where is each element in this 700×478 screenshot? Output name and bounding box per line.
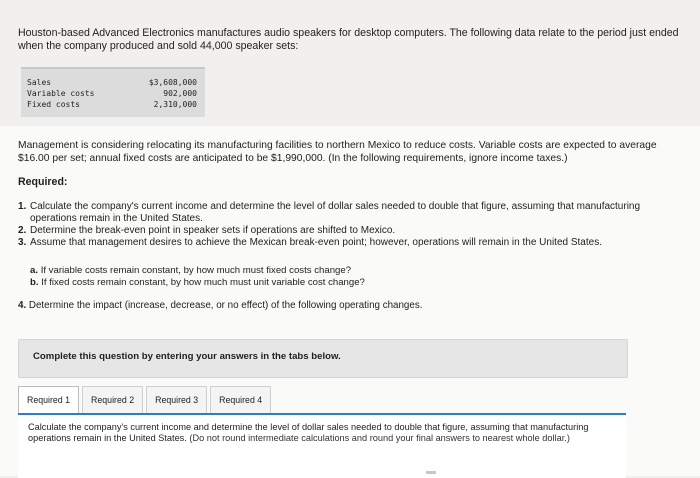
requirement-text: Determine the impact (increase, decrease, or no effect) of the following operating changes.	[28, 300, 423, 311]
requirement-number: 3.	[18, 237, 27, 248]
table-row	[27, 78, 197, 88]
instructions-banner	[18, 339, 628, 378]
sub-requirement-text: If fixed costs remain constant, by how much must unit variable cost change?	[41, 277, 365, 288]
sub-requirement-label: a.	[30, 265, 39, 276]
row-value: 902,000	[163, 89, 197, 98]
requirement-number: 2.	[18, 225, 27, 236]
requirement-number: 1.	[18, 201, 27, 212]
tab-required-2[interactable]: Required 2	[82, 386, 143, 413]
sub-requirement-text: If variable costs remain constant, by how much must fixed costs change?	[40, 265, 352, 276]
row-label: Sales	[27, 78, 52, 87]
requirement-number: 4.	[18, 300, 27, 311]
panel-text: Calculate the company's current income and determine the level of dollar sales needed to double that figure, assuming that manufacturing operations remain in the United States.	[28, 422, 589, 444]
requirement-2	[18, 225, 688, 237]
row-label: Fixed costs	[27, 100, 80, 109]
requirement-tabs	[18, 386, 274, 414]
requirement-text: Assume that management desires to achieve the Mexican break-even point; however, operations will remain in the United States.	[30, 237, 602, 248]
required-heading: Required:	[18, 176, 68, 188]
requirement-text: Calculate the company's current income and determine the level of dollar sales needed to double that figure, assuming that manufacturing operations remain in the United States.	[30, 201, 641, 224]
row-value: $3,608,000	[148, 78, 197, 87]
management-paragraph: Management is considering relocating its manufacturing facilities to northern Mexico to reduce costs. Variable costs are expected to average $16.00 per set; annual fixed costs are anticipated to be $1,990,000. (In the following requirements, ignore income taxes.)	[18, 140, 657, 164]
intro-text: Houston-based Advanced Electronics manufactures audio speakers for desktop computers. The following data relate to the period just ended when the company produced and sold 44,000 speaker sets:	[18, 27, 679, 52]
sub-requirement-b	[30, 277, 680, 289]
tab-required-1[interactable]: Required 1	[18, 386, 79, 413]
table-row	[27, 100, 197, 110]
sub-requirement-a	[30, 265, 680, 277]
requirement-text: Determine the break-even point in speaker sets if operations are shifted to Mexico.	[30, 225, 396, 236]
tab-required-4[interactable]: Required 4	[210, 386, 271, 413]
instructions-text: Complete this question by entering your answers in the tabs below.	[33, 351, 341, 362]
scroll-indicator	[426, 471, 436, 474]
table-row	[27, 89, 197, 99]
tab-required-3[interactable]: Required 3	[146, 386, 207, 413]
row-value: 2,310,000	[153, 100, 197, 109]
requirements-list	[18, 201, 688, 249]
requirement-1	[18, 201, 688, 225]
requirement-3	[18, 237, 688, 249]
cost-data-table	[21, 67, 205, 117]
panel-instructions	[28, 422, 618, 444]
sub-requirements-list	[30, 265, 680, 289]
requirement-4	[18, 300, 422, 311]
tab-panel	[18, 413, 626, 478]
panel-note: (Do not round intermediate calculations and round your final answers to nearest whole dollar.)	[189, 433, 570, 444]
sub-requirement-label: b.	[30, 277, 39, 288]
row-label: Variable costs	[27, 89, 95, 98]
